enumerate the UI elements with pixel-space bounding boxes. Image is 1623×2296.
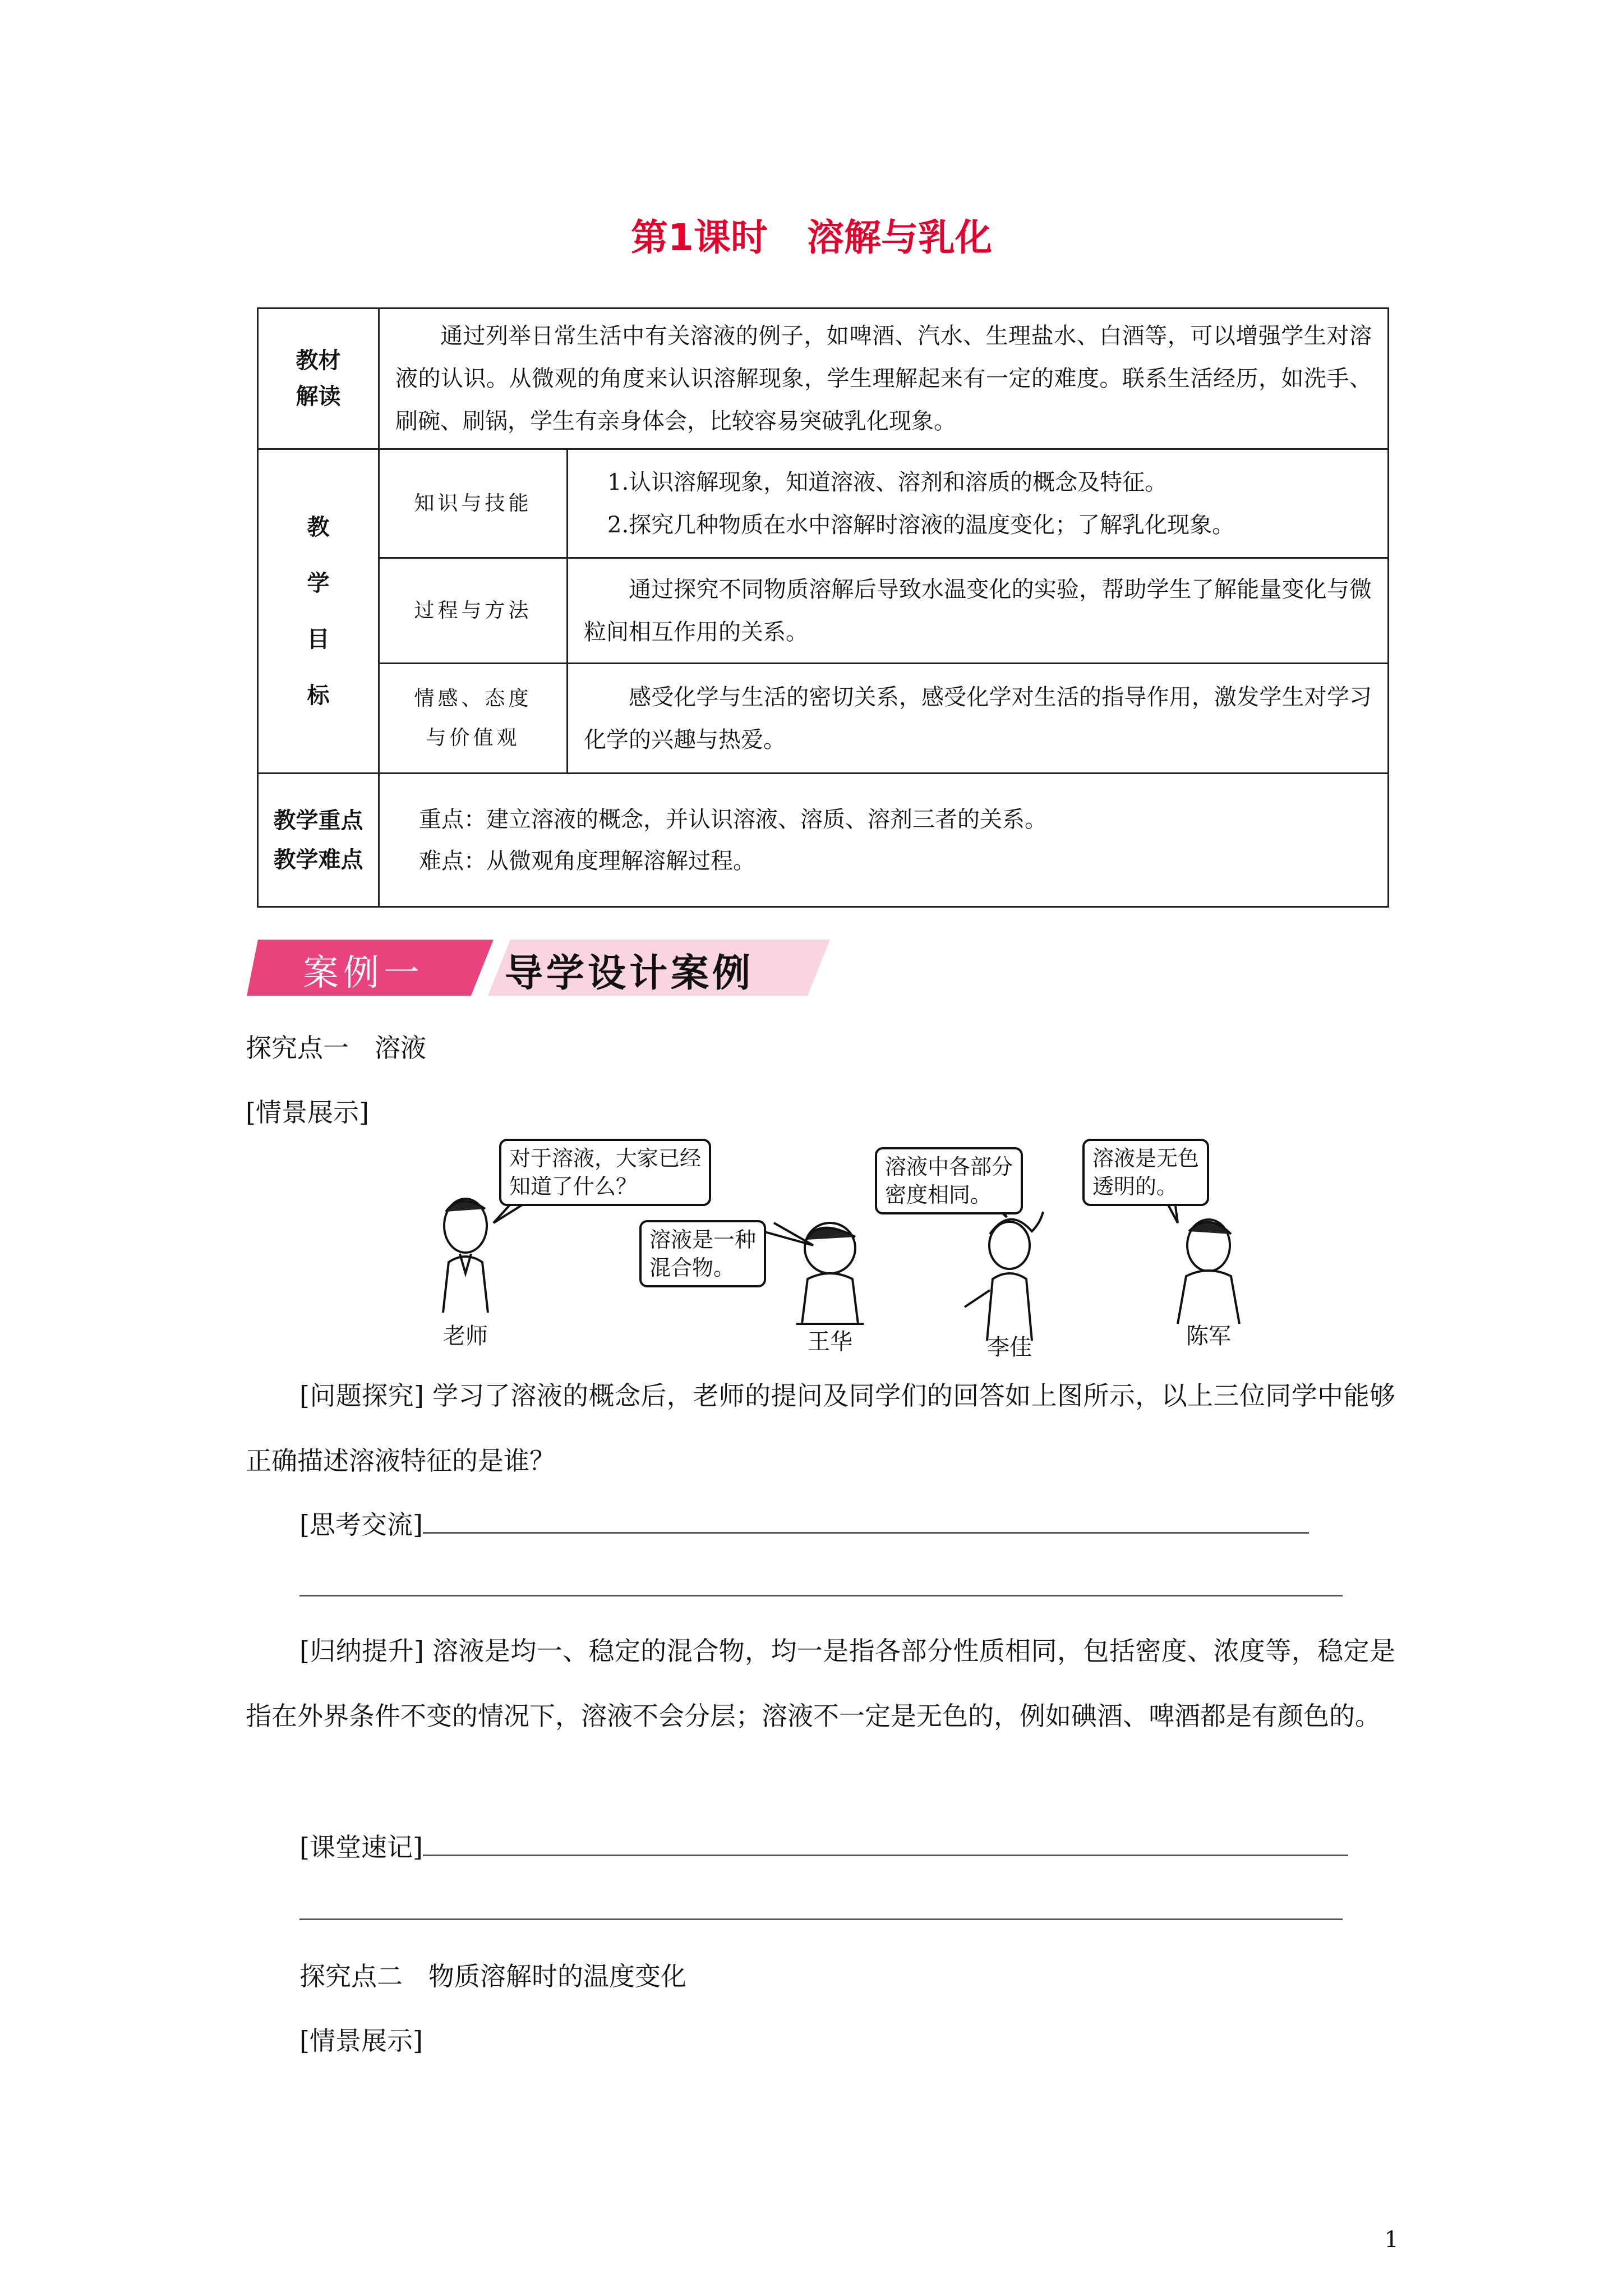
bubble-wanghua: 溶液是一种 混合物。 [639,1220,766,1287]
question-paragraph [246,1363,1395,1493]
summary-text: 溶液是均一、稳定的混合物，均一是指各部分性质相同，包括密度、浓度等，稳定是指在外界条件不变的情况下，溶液不会分层；溶液不一定是无色的，例如碘酒、啤酒都是有颜色的。 [246,1636,1396,1731]
focus-text: 重点：建立溶液的概念，并认识溶液、溶质、溶剂三者的关系。 难点：从微观角度理解溶解过程。 [379,774,1389,907]
name-lijia: 李佳 [987,1335,1032,1360]
section2-scene-label: [情景展示] [299,2026,423,2056]
header-materials: 教材 解读 [258,309,379,449]
notes-label: [课堂速记] [299,1832,423,1862]
sub-knowledge: 知识与技能 [379,449,568,558]
name-wanghua: 王华 [808,1329,852,1355]
lesson-number: 第1课时 [631,216,768,259]
table-row-focus [258,774,1389,907]
think-row [246,1492,1395,1557]
banner-label: 案例一 [303,953,424,994]
lesson-topic: 溶解与乳化 [806,216,992,259]
discussion-illustration [426,1139,1267,1358]
section-banner [247,934,830,1001]
think-answer-line-2 [299,1595,1343,1596]
attitude-text: 感受化学与生活的密切关系，感受化学对生活的指导作用，激发学生对学习化学的兴趣与热爱。 [568,664,1389,774]
table-row-knowledge [258,449,1389,558]
name-teacher: 老师 [443,1323,488,1349]
sub-attitude: 情感、态度 与价值观 [379,664,568,774]
wanghua-figure [796,1223,864,1324]
header-objectives: 教 学 目 标 [258,449,379,774]
section1-scene-label: [情景展示] [246,1097,369,1128]
table-row-attitude [258,664,1389,774]
page-title [0,208,1623,261]
page-number: 1 [1384,2227,1399,2253]
banner-title: 导学设计案例 [505,951,754,996]
notes-line [423,1849,1348,1856]
chenjun-figure [1178,1220,1239,1324]
bubble-teacher: 对于溶液，大家已经 知道了什么？ [499,1139,711,1206]
lijia-figure [965,1212,1043,1341]
teacher-figure [443,1199,488,1313]
question-label: [问题探究] [299,1381,424,1411]
think-label: [思考交流] [299,1510,423,1540]
section1-heading: 探究点一 溶液 [246,1033,426,1063]
table-row-process [258,558,1389,664]
summary-label: [归纳提升] [299,1636,424,1666]
section2-heading: 探究点二 物质溶解时的温度变化 [299,1961,686,1991]
bubble-lijia: 溶液中各部分 密度相同。 [875,1147,1023,1214]
question-text: 学习了溶液的概念后，老师的提问及同学们的回答如上图所示，以上三位同学中能够正确描述溶液特征的是谁？ [246,1381,1396,1476]
bubble-chenjun: 溶液是无色 透明的。 [1082,1139,1209,1206]
header-focus: 教学重点 教学难点 [258,774,379,907]
think-answer-line [423,1526,1309,1534]
summary-paragraph [246,1618,1395,1749]
table-row-materials [258,309,1389,449]
name-chenjun: 陈军 [1186,1323,1231,1349]
materials-text: 通过列举日常生活中有关溶液的例子，如啤酒、汽水、生理盐水、白酒等，可以增强学生对溶液的认识。从微观的角度来认识溶解现象，学生理解起来有一定的难度。联系生活经历，如洗手、刷碗、刷锅，学生有亲身体会，比较容易突破乳化现象。 [379,309,1389,449]
lesson-overview-table [257,307,1389,908]
process-text: 通过探究不同物质溶解后导致水温变化的实验，帮助学生了解能量变化与微粒间相互作用的关系。 [568,558,1389,664]
notes-line-2 [299,1918,1343,1920]
knowledge-text: 1.认识溶解现象，知道溶液、溶剂和溶质的概念及特征。 2.探究几种物质在水中溶解时溶液的温度变化；了解乳化现象。 [568,449,1389,558]
sub-process: 过程与方法 [379,558,568,664]
notes-row [246,1815,1395,1880]
